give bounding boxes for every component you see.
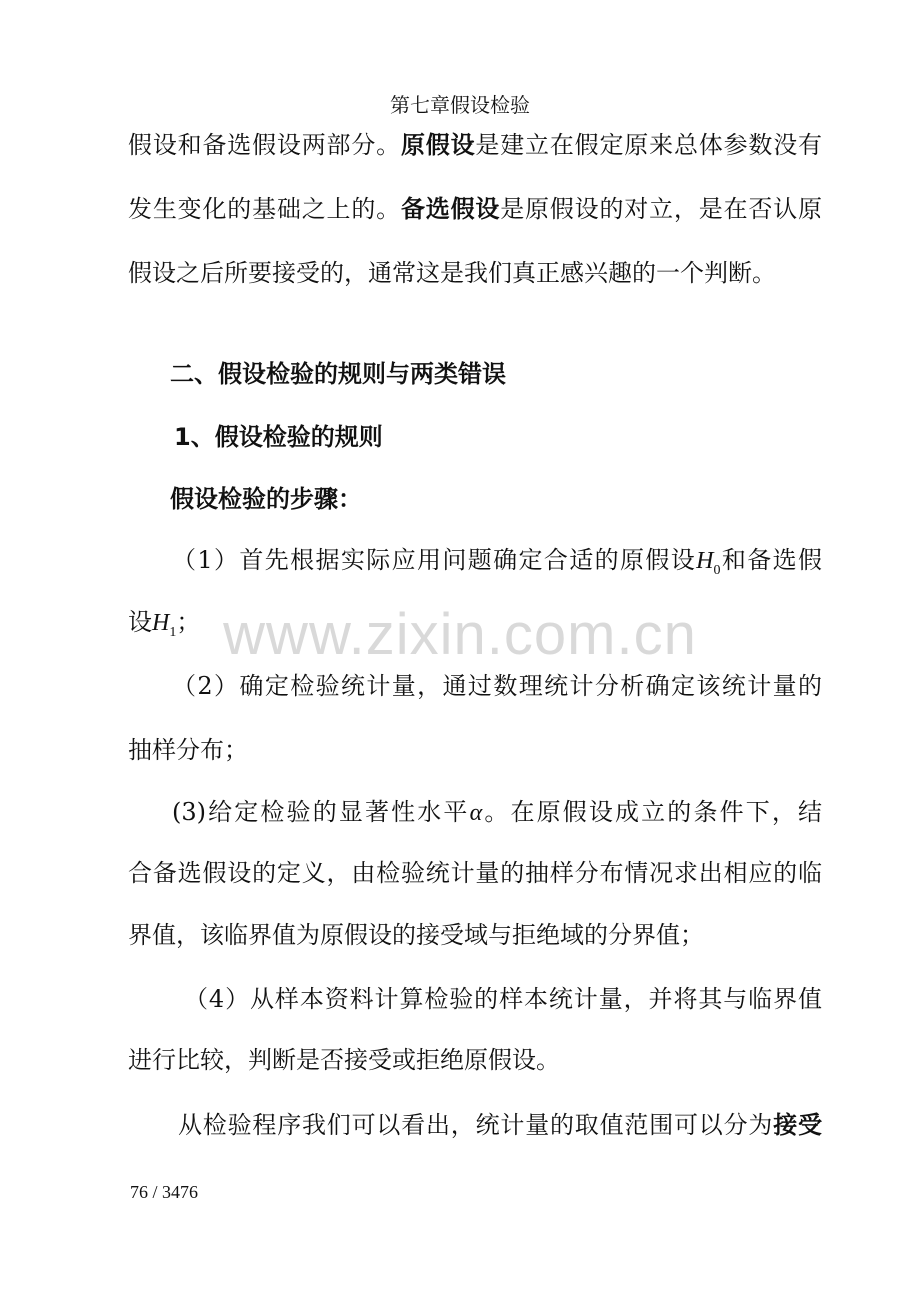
step-line — [128, 604, 822, 651]
math-subscript: 0 — [713, 562, 721, 578]
text-span: (3)给定检验的显著性水平 — [172, 798, 470, 826]
math-subscript: 1 — [169, 624, 177, 640]
paragraph-line — [128, 191, 822, 227]
text-span: 和备选假 — [720, 546, 822, 574]
watermark: www.zixin.com.cn — [223, 602, 697, 667]
step-line: 界值，该临界值为原假设的接受域与拒绝域的分界值； — [128, 921, 704, 949]
section-heading: 二、假设检验的规则与两类错误 — [170, 360, 506, 388]
paragraph-line — [178, 1107, 822, 1143]
step-line: （2）确定检验统计量，通过数理统计分析确定该统计量的 — [172, 672, 822, 700]
step-line — [172, 542, 822, 589]
paragraph-line: 假设之后所要接受的，通常这是我们真正感兴趣的一个判断。 — [128, 259, 776, 287]
h1-symbol — [152, 610, 177, 640]
steps-heading: 假设检验的步骤： — [170, 485, 362, 513]
term-alternative-hypothesis: 备选假设 — [400, 194, 501, 223]
step-line: 抽样分布； — [128, 736, 248, 764]
text-span: 是原假设的对立，是在否认原 — [500, 195, 823, 223]
text-span: （1）首先根据实际应用问题确定合适的原假设 — [172, 546, 697, 574]
step-line: （4）从样本资料计算检验的样本统计量，并将其与临界值 — [184, 985, 822, 1013]
step-line — [172, 794, 822, 831]
math-letter: H — [696, 548, 714, 574]
text-span: 。在原假设成立的条件下，结 — [482, 798, 823, 826]
math-letter: H — [152, 610, 170, 636]
text-span: ； — [176, 608, 201, 636]
text-span: 发生变化的基础之上的。 — [128, 195, 401, 223]
text-span: 是建立在假定原来总体参数没有 — [475, 131, 823, 159]
alpha-symbol: α — [469, 800, 483, 826]
running-header: 第七章假设检验 — [390, 93, 530, 117]
subsection-heading: 1、假设检验的规则 — [174, 423, 383, 451]
text-span: 假设和备选假设两部分。 — [128, 131, 401, 159]
paragraph-line — [128, 127, 822, 163]
text-span: 设 — [128, 608, 152, 636]
term-null-hypothesis: 原假设 — [400, 130, 476, 159]
text-span: 从检验程序我们可以看出，统计量的取值范围可以分为 — [178, 1111, 774, 1139]
page-number: 76 / 3476 — [130, 1182, 199, 1202]
step-line: 合备选假设的定义，由检验统计量的抽样分布情况求出相应的临 — [128, 859, 822, 887]
term-acceptance: 接受 — [773, 1110, 823, 1139]
h0-symbol — [696, 548, 721, 578]
step-line: 进行比较，判断是否接受或拒绝原假设。 — [128, 1046, 560, 1074]
